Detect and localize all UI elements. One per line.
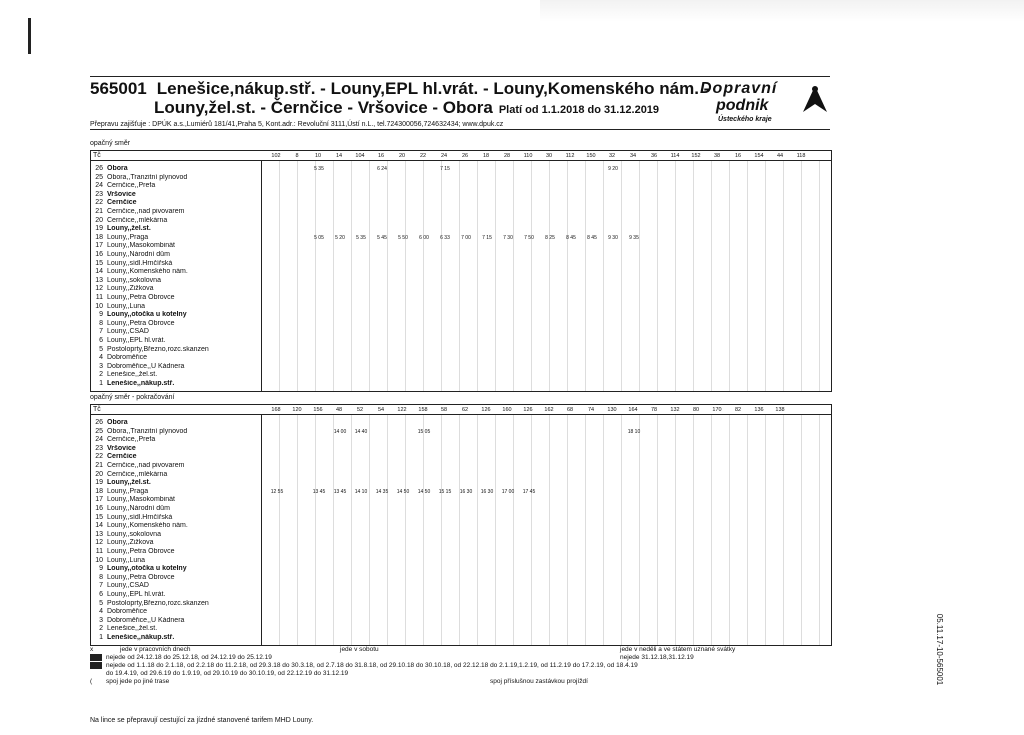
- stop-row: [91, 565, 261, 573]
- logo-text-3: Ústeckého kraje: [718, 116, 772, 123]
- stop-row: [91, 514, 261, 522]
- stop-km: 6: [99, 337, 103, 344]
- stop-km: 19: [95, 479, 103, 487]
- stop-km: 21: [95, 208, 103, 215]
- trip-number: 74: [587, 407, 595, 413]
- trip-number: 36: [650, 153, 658, 159]
- stop-km: 24: [95, 182, 103, 190]
- stop-row: [91, 625, 261, 633]
- trip-number: 118: [796, 153, 806, 159]
- stop-name: Louny,,Petra Obrovce: [107, 319, 175, 327]
- stop-km: 1: [99, 380, 103, 387]
- times-grid: [261, 161, 831, 391]
- timetable-section2: [90, 404, 832, 646]
- scan-mark: [28, 18, 31, 54]
- stop-km: 21: [95, 462, 103, 469]
- stop-row: [91, 591, 261, 599]
- times-grid: [261, 415, 831, 645]
- stop-row: [91, 488, 261, 496]
- stop-name: Louny,,EPL hl.vrát.: [107, 337, 166, 344]
- trip-number: 52: [356, 407, 364, 413]
- stop-name: Vršovice: [107, 190, 136, 198]
- trip-number: 34: [629, 153, 637, 159]
- stop-km: 26: [95, 419, 103, 426]
- stop-km: 16: [95, 251, 103, 258]
- trip-number: 68: [566, 407, 574, 413]
- stop-km: 12: [95, 285, 103, 293]
- stop-km: 12: [95, 539, 103, 547]
- trip-number: 154: [754, 153, 764, 159]
- stop-name: Louny,,Komenského nám.: [107, 268, 188, 276]
- departure-time: 7 15: [440, 166, 450, 172]
- stop-list: [91, 415, 261, 645]
- stop-row: [91, 217, 261, 225]
- stop-name: Louny,,sídl.Hrnčířská: [107, 513, 173, 521]
- stop-name: Černčice,,Prefa: [107, 436, 156, 444]
- stop-name: Obora,,Tranzitní plynovod: [107, 427, 188, 435]
- stop-name: Černčice,,Prefa: [107, 182, 156, 190]
- stop-row: [91, 363, 261, 371]
- trip-number: 158: [418, 407, 428, 413]
- stop-name: Černčice,,nad pivovarem: [107, 208, 185, 215]
- trip-number: 54: [377, 407, 385, 413]
- stop-row: [91, 531, 261, 539]
- stop-name: Louny,,Žižkova: [107, 285, 154, 293]
- stop-name: Louny,,Národní dům: [107, 251, 170, 258]
- stop-name: Obora: [107, 165, 128, 172]
- departure-time: 17 00: [501, 488, 515, 495]
- stop-row: [91, 354, 261, 362]
- stop-km: 17: [95, 242, 103, 250]
- departure-time: 15 15: [438, 488, 452, 495]
- stop-name: Louny,,CSAD: [107, 582, 149, 590]
- stop-row: [91, 311, 261, 319]
- route-title: [90, 79, 709, 120]
- stop-row: [91, 419, 261, 427]
- trip-number: 156: [313, 407, 323, 413]
- stop-row: [91, 445, 261, 453]
- stop-name: Vršovice: [107, 444, 136, 452]
- trip-number: 38: [713, 153, 721, 159]
- stop-name: Louny,,Luna: [107, 556, 146, 564]
- departure-time: 5 20: [335, 234, 345, 241]
- stop-km: 11: [95, 294, 103, 301]
- departure-time: 7 30: [503, 234, 513, 241]
- departure-time: 7 50: [524, 234, 534, 241]
- stop-km: 18: [95, 487, 103, 495]
- stop-km: 25: [95, 173, 103, 181]
- departure-time: 8 25: [545, 234, 555, 241]
- trip-number: 136: [754, 407, 764, 413]
- stop-row: [91, 225, 261, 233]
- stop-row: [91, 574, 261, 582]
- stop-row: [91, 608, 261, 616]
- trip-number: 162: [544, 407, 554, 413]
- departure-time: 14 10: [354, 488, 368, 495]
- stop-name: Louny,,Petra Obrovce: [107, 294, 175, 301]
- stop-row: [91, 582, 261, 590]
- stop-km: 13: [95, 530, 103, 538]
- stop-row: [91, 182, 261, 190]
- stop-name: Dobroměřice: [107, 608, 148, 616]
- departure-time: 14 50: [417, 488, 431, 495]
- stop-km: 7: [99, 328, 103, 336]
- stop-km: 18: [95, 233, 103, 241]
- stop-row: [91, 242, 261, 250]
- stop-km: 13: [95, 276, 103, 284]
- section1-title: opačný směr: [90, 140, 131, 147]
- stop-km: 5: [99, 599, 103, 607]
- stop-name: Lenešice,,žel.st.: [107, 371, 158, 379]
- logo-text-2: podnik: [716, 97, 769, 114]
- stop-km: 16: [95, 505, 103, 512]
- route-line1: Lenešice,nákup.stř. - Louny,EPL hl.vrát. - Louny,Komenského nám. -: [156, 79, 710, 98]
- stop-row: [91, 165, 261, 173]
- stop-km: 23: [95, 190, 103, 198]
- stop-name: Louny,,žel.st.: [107, 479, 151, 487]
- stop-row: [91, 548, 261, 556]
- stop-km: 19: [95, 225, 103, 233]
- stop-km: 8: [99, 573, 103, 581]
- trip-number: 114: [670, 153, 680, 159]
- stop-row: [91, 617, 261, 625]
- departure-time: 16 30: [480, 488, 494, 495]
- trip-number: 26: [461, 153, 469, 159]
- stop-name: Louny,,otočka u kotelny: [107, 311, 187, 319]
- stop-name: Černčice,,nad pivovarem: [107, 462, 185, 469]
- legend-line5a: spoj jede po jiné trase: [106, 678, 170, 685]
- legend-line4: do 19.4.19, od 29.6.19 do 1.9.19, od 29.10.19 do 30.10.19, od 22.12.19 do 31.12.19: [106, 670, 349, 677]
- trip-number: 104: [355, 153, 365, 159]
- departure-time: 13 45: [312, 488, 326, 495]
- stop-name: Louny,,Luna: [107, 302, 146, 310]
- stop-row: [91, 294, 261, 302]
- stop-row: [91, 380, 261, 388]
- stop-km: 15: [95, 259, 103, 267]
- departure-time: 6 33: [440, 234, 450, 241]
- stop-km: 17: [95, 496, 103, 504]
- departure-time: 12 55: [270, 488, 284, 495]
- stop-km: 23: [95, 444, 103, 452]
- stop-km: 22: [95, 453, 103, 461]
- stop-row: [91, 208, 261, 216]
- legend-line2: nejede od 24.12.18 do 25.12.18, od 24.12.19 do 25.12.19: [106, 654, 272, 662]
- stop-row: [91, 557, 261, 565]
- stop-km: 3: [99, 616, 103, 624]
- stop-km: 14: [95, 522, 103, 530]
- stop-km: 9: [99, 565, 103, 573]
- trip-number: 8: [295, 153, 299, 159]
- departure-time: 7 00: [461, 234, 471, 241]
- departure-time: 5 50: [398, 234, 408, 241]
- stop-name: Louny,,Žižkova: [107, 539, 154, 547]
- stop-km: 20: [95, 216, 103, 224]
- trip-number: 32: [608, 153, 616, 159]
- legend-line2b: nejede 31.12.18,31.12.19: [620, 654, 694, 661]
- stop-name: Černčice,,mlékárna: [107, 216, 168, 224]
- stop-km: 3: [99, 362, 103, 370]
- departure-time: 14 00: [333, 428, 347, 435]
- stop-name: Obora: [107, 419, 128, 426]
- trip-number: 58: [440, 407, 448, 413]
- stop-list: [91, 161, 261, 391]
- stop-name: Louny,,otočka u kotelny: [107, 565, 187, 573]
- side-code: 05.11.17-10-565001: [935, 613, 945, 686]
- stop-km: 4: [99, 354, 103, 362]
- stop-row: [91, 539, 261, 547]
- stop-name: Černčice,,mlékárna: [107, 470, 168, 478]
- legend-line3: nejede od 1.1.18 do 2.1.18, od 2.2.18 do 11.2.18, od 29.3.18 do 30.3.18, od 2.7.18 do 31.8.18, od 29.10.18 do 30.10.18, od 22.12.18 do 2.1.19,1.2.19, od 11.2.19 do 17.2.19, od 18.4.19: [106, 662, 638, 670]
- legend-box-icon: [90, 662, 102, 669]
- operator-logo: [690, 80, 830, 128]
- departure-time: 9 30: [608, 234, 618, 241]
- stop-name: Louny,,EPL hl.vrát.: [107, 591, 166, 598]
- stop-name: Louny,,CSAD: [107, 328, 149, 336]
- trip-header-row: [91, 405, 831, 415]
- stop-name: Louny,,Praga: [107, 233, 149, 241]
- stop-km: 8: [99, 319, 103, 327]
- legend-saturday: jede v sobotu: [340, 646, 379, 653]
- stop-row: [91, 428, 261, 436]
- carrier-info: Přepravu zajišťuje : DPÚK a.s.,Lumiérů 181/41,Praha 5, Kont.adr.: Revoluční 3111,Ústí n.L., tel.724300056,724632434; www.dpuk.cz: [90, 121, 504, 128]
- stop-km: 2: [99, 625, 103, 633]
- departure-time: 18 10: [627, 428, 641, 435]
- trip-number: 110: [523, 153, 533, 159]
- stop-name: Lenešice,,nákup.stř.: [107, 634, 175, 641]
- trip-number: 82: [734, 407, 742, 413]
- stop-name: Obora,,Tranzitní plynovod: [107, 173, 188, 181]
- stop-row: [91, 285, 261, 293]
- departure-time: 16 30: [459, 488, 473, 495]
- stop-name: Louny,,Masokombinát: [107, 242, 175, 250]
- departure-time: 9 35: [629, 234, 639, 241]
- trip-number: 122: [397, 407, 407, 413]
- departure-time: 8 45: [566, 234, 576, 241]
- trip-number: 16: [734, 153, 742, 159]
- trip-number: 160: [502, 407, 512, 413]
- scan-shadow: [540, 0, 1024, 22]
- departure-time: 5 45: [377, 234, 387, 241]
- stop-row: [91, 453, 261, 461]
- departure-time: 5 35: [314, 166, 324, 172]
- stop-row: [91, 191, 261, 199]
- stop-name: Louny,,Petra Obrovce: [107, 548, 175, 555]
- stop-name: Louny,,sídl.Hrnčířská: [107, 259, 173, 267]
- stop-km: 4: [99, 608, 103, 616]
- legend-weekdays: jede v pracovních dnech: [120, 646, 191, 653]
- legend-sunday: jede v neděli a ve státem uznané svátky: [620, 646, 736, 653]
- route-line2: Louny,žel.st. - Černčice - Vršovice - Obora: [154, 98, 493, 117]
- validity: Platí od 1.1.2018 do 31.12.2019: [498, 104, 660, 116]
- stop-row: [91, 371, 261, 379]
- trip-number: 126: [481, 407, 491, 413]
- stop-row: [91, 337, 261, 345]
- stop-name: Louny,,Praga: [107, 487, 149, 495]
- stop-row: [91, 199, 261, 207]
- stop-km: 6: [99, 591, 103, 598]
- stop-km: 25: [95, 427, 103, 435]
- trip-number: 10: [314, 153, 322, 159]
- stop-km: 2: [99, 371, 103, 379]
- departure-time: 14 35: [375, 488, 389, 495]
- stop-row: [91, 320, 261, 328]
- departure-time: 7 15: [482, 234, 492, 241]
- trip-number: 80: [692, 407, 700, 413]
- stop-km: 20: [95, 470, 103, 478]
- timetable-section1: [90, 150, 832, 392]
- trip-number: 20: [398, 153, 406, 159]
- stop-km: 14: [95, 268, 103, 276]
- departure-time: 6 24: [377, 166, 387, 172]
- stop-row: [91, 600, 261, 608]
- stop-row: [91, 346, 261, 354]
- stop-name: Dobroměřice: [107, 354, 148, 362]
- trip-number: 62: [461, 407, 469, 413]
- line-number: 565001: [90, 79, 147, 98]
- stop-row: [91, 328, 261, 336]
- trip-number: 152: [691, 153, 701, 159]
- stop-row: [91, 471, 261, 479]
- stop-row: [91, 260, 261, 268]
- trip-number: 120: [292, 407, 302, 413]
- trip-number: 168: [271, 407, 281, 413]
- departure-time: 15 05: [417, 428, 431, 435]
- stop-name: Postoloprty,Březno,rozc.skanzen: [107, 345, 209, 353]
- trip-number: 150: [586, 153, 596, 159]
- trip-number: 102: [271, 153, 281, 159]
- stop-name: Dobroměřice,,U Kádnera: [107, 616, 185, 624]
- trip-header-row: [91, 151, 831, 161]
- trip-number: 126: [523, 407, 533, 413]
- trip-number: 22: [419, 153, 427, 159]
- departure-time: 14 50: [396, 488, 410, 495]
- stop-km: 24: [95, 436, 103, 444]
- trip-number: 112: [565, 153, 575, 159]
- stop-name: Louny,,sokolovna: [107, 276, 161, 284]
- tc-label: Tč: [93, 152, 101, 159]
- stop-name: Louny,,sokolovna: [107, 530, 161, 538]
- stop-km: 5: [99, 345, 103, 353]
- stop-name: Černčice: [107, 199, 137, 207]
- stop-name: Postoloprty,Březno,rozc.skanzen: [107, 599, 209, 607]
- stop-row: [91, 234, 261, 242]
- fare-note: Na lince se přepravují cestující za jízdné stanovené tarifem MHD Louny.: [90, 717, 314, 724]
- stop-row: [91, 496, 261, 504]
- stop-name: Černčice: [107, 453, 137, 461]
- stop-km: 15: [95, 513, 103, 521]
- trip-number: 24: [440, 153, 448, 159]
- stop-name: Lenešice,,žel.st.: [107, 625, 158, 633]
- trip-number: 130: [607, 407, 617, 413]
- trip-number: 78: [650, 407, 658, 413]
- stop-row: [91, 505, 261, 513]
- legend-box-icon: [90, 654, 102, 661]
- legend: x jede v pracovních dnech jede v sobotu jede v neděli a ve státem uznané svátky nejede od 24.12.18 do 25.12.18, od 24.12.19 do 25.12.19 nejede 31.12.18,31.12.19 nejede od 1.1.18 do 2.1.18, od 2.2.18 do 11.2.18, od 29.3.18 do 30.3.18, od 2.7.18 do 31.8.18, od 29.10.18 do 30.10.18, od 22.12.18 do 2.1.19,1.2.19, od 11.2.19 do 17.2.19, od 18.4.19 do 19.4.19, od 29.6.19 do 1.9.19, od 29.10.19 do 30.10.19, od 22.12.19 do 31.12.19 ( spoj jede po jiné trase spoj příslušnou zastávkou projíždí Na lince se přepravují cestující za jízdné stanovené tarifem MHD Louny.: [90, 646, 736, 724]
- trip-number: 138: [775, 407, 785, 413]
- tc-label: Tč: [93, 406, 101, 413]
- trip-number: 28: [503, 153, 511, 159]
- departure-time: 14 40: [354, 428, 368, 435]
- stop-row: [91, 479, 261, 487]
- trip-number: 132: [670, 407, 680, 413]
- stop-km: 26: [95, 165, 103, 172]
- stop-name: Louny,,Petra Obrovce: [107, 573, 175, 581]
- stop-km: 10: [95, 556, 103, 564]
- stop-row: [91, 634, 261, 642]
- stop-km: 22: [95, 199, 103, 207]
- trip-number: 164: [628, 407, 638, 413]
- trip-number: 30: [545, 153, 553, 159]
- stop-name: Lenešice,,nákup.stř.: [107, 380, 175, 387]
- legend-line5b: spoj příslušnou zastávkou projíždí: [490, 678, 588, 685]
- stop-row: [91, 303, 261, 311]
- departure-time: 9 20: [608, 166, 618, 172]
- stop-row: [91, 436, 261, 444]
- stop-name: Louny,,Masokombinát: [107, 496, 175, 504]
- trip-number: 170: [712, 407, 722, 413]
- trip-number: 18: [482, 153, 490, 159]
- departure-time: 8 45: [587, 234, 597, 241]
- stop-km: 7: [99, 582, 103, 590]
- section2-title: opačný směr - pokračování: [90, 394, 175, 401]
- trip-number: 48: [335, 407, 343, 413]
- departure-time: 5 05: [314, 234, 324, 241]
- trip-number: 44: [776, 153, 784, 159]
- stop-km: 11: [95, 548, 103, 555]
- stop-row: [91, 251, 261, 259]
- departure-time: 5 35: [356, 234, 366, 241]
- stop-row: [91, 277, 261, 285]
- stop-km: 9: [99, 311, 103, 319]
- stop-name: Louny,,Komenského nám.: [107, 522, 188, 530]
- stop-row: [91, 268, 261, 276]
- stop-row: [91, 462, 261, 470]
- stop-row: [91, 522, 261, 530]
- stop-name: Louny,,Národní dům: [107, 505, 170, 512]
- stop-name: Dobroměřice,,U Kádnera: [107, 362, 185, 370]
- stop-km: 10: [95, 302, 103, 310]
- stop-km: 1: [99, 634, 103, 641]
- trip-number: 14: [335, 153, 343, 159]
- stop-name: Louny,,žel.st.: [107, 225, 151, 233]
- departure-time: 17 45: [522, 488, 536, 495]
- departure-time: 6 00: [419, 234, 429, 241]
- logo-text-1: Dopravní: [700, 80, 778, 97]
- stop-row: [91, 174, 261, 182]
- logo-arrow-icon: [800, 84, 830, 118]
- trip-number: 16: [377, 153, 385, 159]
- departure-time: 13 45: [333, 488, 347, 495]
